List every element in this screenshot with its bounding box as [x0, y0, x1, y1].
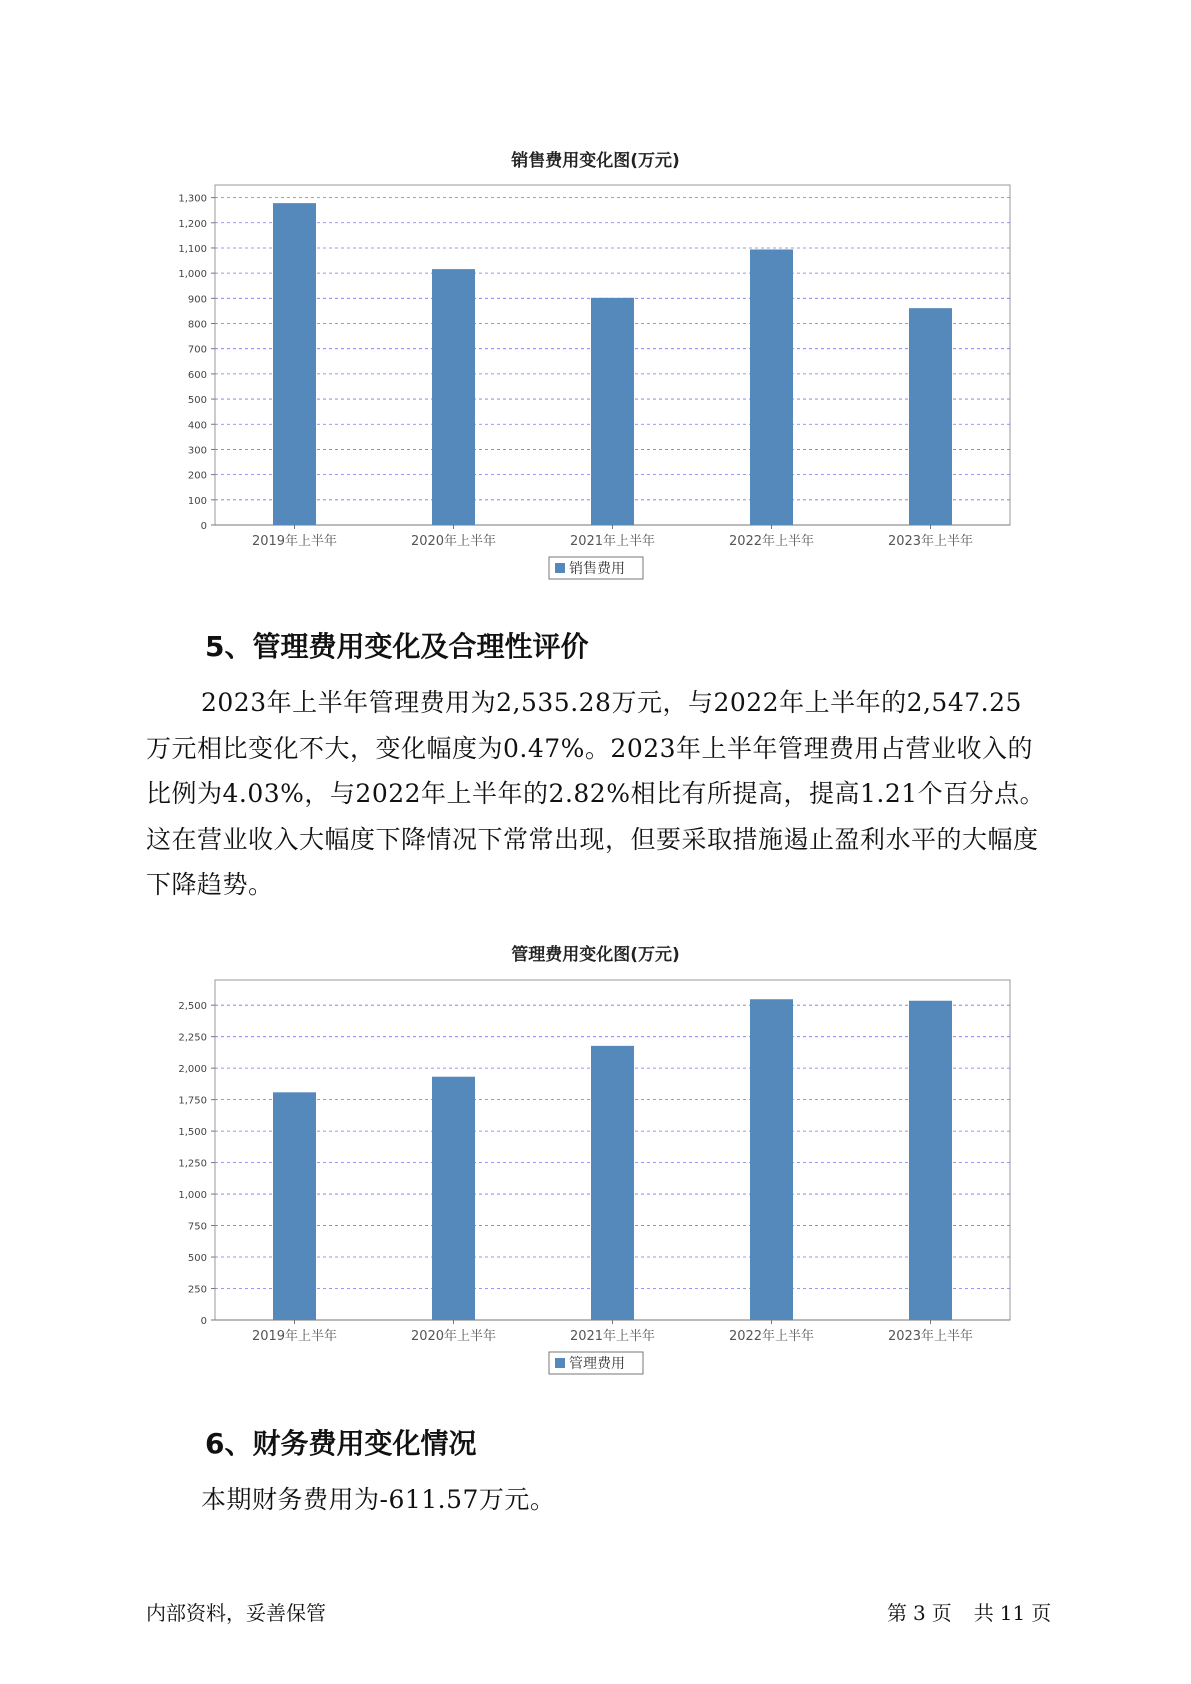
bar [432, 269, 475, 525]
y-tick-label: 1,500 [178, 1127, 207, 1139]
bar [432, 1077, 475, 1320]
y-tick-label: 2,250 [178, 1032, 207, 1044]
legend [549, 557, 643, 579]
total-unit: 页 [1031, 1601, 1052, 1625]
y-tick-label: 1,100 [178, 243, 207, 255]
bar [909, 308, 952, 525]
y-tick-label: 900 [187, 294, 207, 306]
page-prefix: 第 [887, 1601, 907, 1625]
x-tick-label: 2022年上半年 [728, 534, 815, 549]
legend-swatch [555, 563, 565, 573]
y-tick-label: 1,000 [178, 1190, 207, 1202]
y-tick-label: 750 [187, 1221, 207, 1233]
x-tick-label: 2020年上半年 [410, 534, 497, 549]
y-tick-label: 1,300 [178, 193, 207, 205]
y-tick-label: 250 [187, 1284, 207, 1296]
page-number: 3 [913, 1601, 926, 1625]
legend-label: 管理费用 [569, 1356, 625, 1372]
x-tick-label: 2020年上半年 [410, 1329, 497, 1344]
x-tick-label: 2021年上半年 [569, 534, 656, 549]
section-heading: 5、管理费用变化及合理性评价 [205, 630, 589, 663]
y-tick-label: 0 [200, 521, 207, 532]
y-tick-label: 2,500 [178, 1001, 207, 1013]
section-paragraph: 本期财务费用为-611.57万元。 [201, 1485, 556, 1514]
y-tick-label: 800 [187, 319, 207, 331]
total-pages: 11 [999, 1601, 1026, 1625]
legend [549, 1352, 643, 1374]
bar [591, 298, 634, 525]
bar [750, 249, 793, 525]
footer-page-info [887, 1597, 1057, 1626]
y-tick-label: 500 [187, 395, 207, 407]
bar [273, 203, 316, 525]
y-tick-label: 1,250 [178, 1158, 207, 1170]
section-paragraph: 2023年上半年管理费用为2,535.28万元，与2022年上半年的2,547.25万元相比变化不大，变化幅度为0.47%。2023年上半年管理费用占营业收入的比例为4.03%，与2022年上半年的2.82%相比有所提高，提高1.21个百分点。这在营业收入大幅度下降情况下常常出现，但要采取措施遏止盈利水平的大幅度下降趋势。 [146, 688, 1046, 899]
admin-expense-bar-chart [0, 965, 1191, 1372]
y-tick-label: 100 [187, 495, 207, 507]
y-tick-label: 1,750 [178, 1095, 207, 1107]
bar [591, 1046, 634, 1320]
y-tick-label: 500 [187, 1253, 207, 1265]
y-tick-label: 2,000 [178, 1064, 207, 1076]
y-tick-label: 0 [200, 1316, 207, 1327]
footer-confidential-note: 内部资料，妥善保管 [146, 1601, 326, 1625]
legend-label: 销售费用 [569, 561, 625, 577]
x-tick-label: 2021年上半年 [569, 1329, 656, 1344]
y-tick-label: 1,200 [178, 218, 207, 230]
section-heading: 6、财务费用变化情况 [205, 1427, 477, 1460]
x-tick-label: 2023年上半年 [887, 1329, 974, 1344]
bar [909, 1001, 952, 1320]
chart-title: 管理费用变化图(万元) [511, 945, 680, 965]
y-tick-label: 1,000 [178, 269, 207, 281]
y-tick-label: 700 [187, 344, 207, 356]
bar [750, 999, 793, 1320]
chart-title: 销售费用变化图(万元) [511, 151, 680, 171]
total-prefix: 共 [973, 1601, 994, 1625]
legend-swatch [555, 1358, 565, 1368]
x-tick-label: 2019年上半年 [251, 534, 338, 549]
y-tick-label: 600 [187, 369, 207, 381]
bar [273, 1092, 316, 1320]
y-tick-label: 400 [187, 420, 207, 432]
sales-expense-bar-chart [0, 170, 1191, 577]
x-tick-label: 2019年上半年 [251, 1329, 338, 1344]
page-unit: 页 [931, 1601, 952, 1625]
x-tick-label: 2022年上半年 [728, 1329, 815, 1344]
x-tick-label: 2023年上半年 [887, 534, 974, 549]
y-tick-label: 200 [187, 470, 207, 482]
y-tick-label: 300 [187, 445, 207, 457]
